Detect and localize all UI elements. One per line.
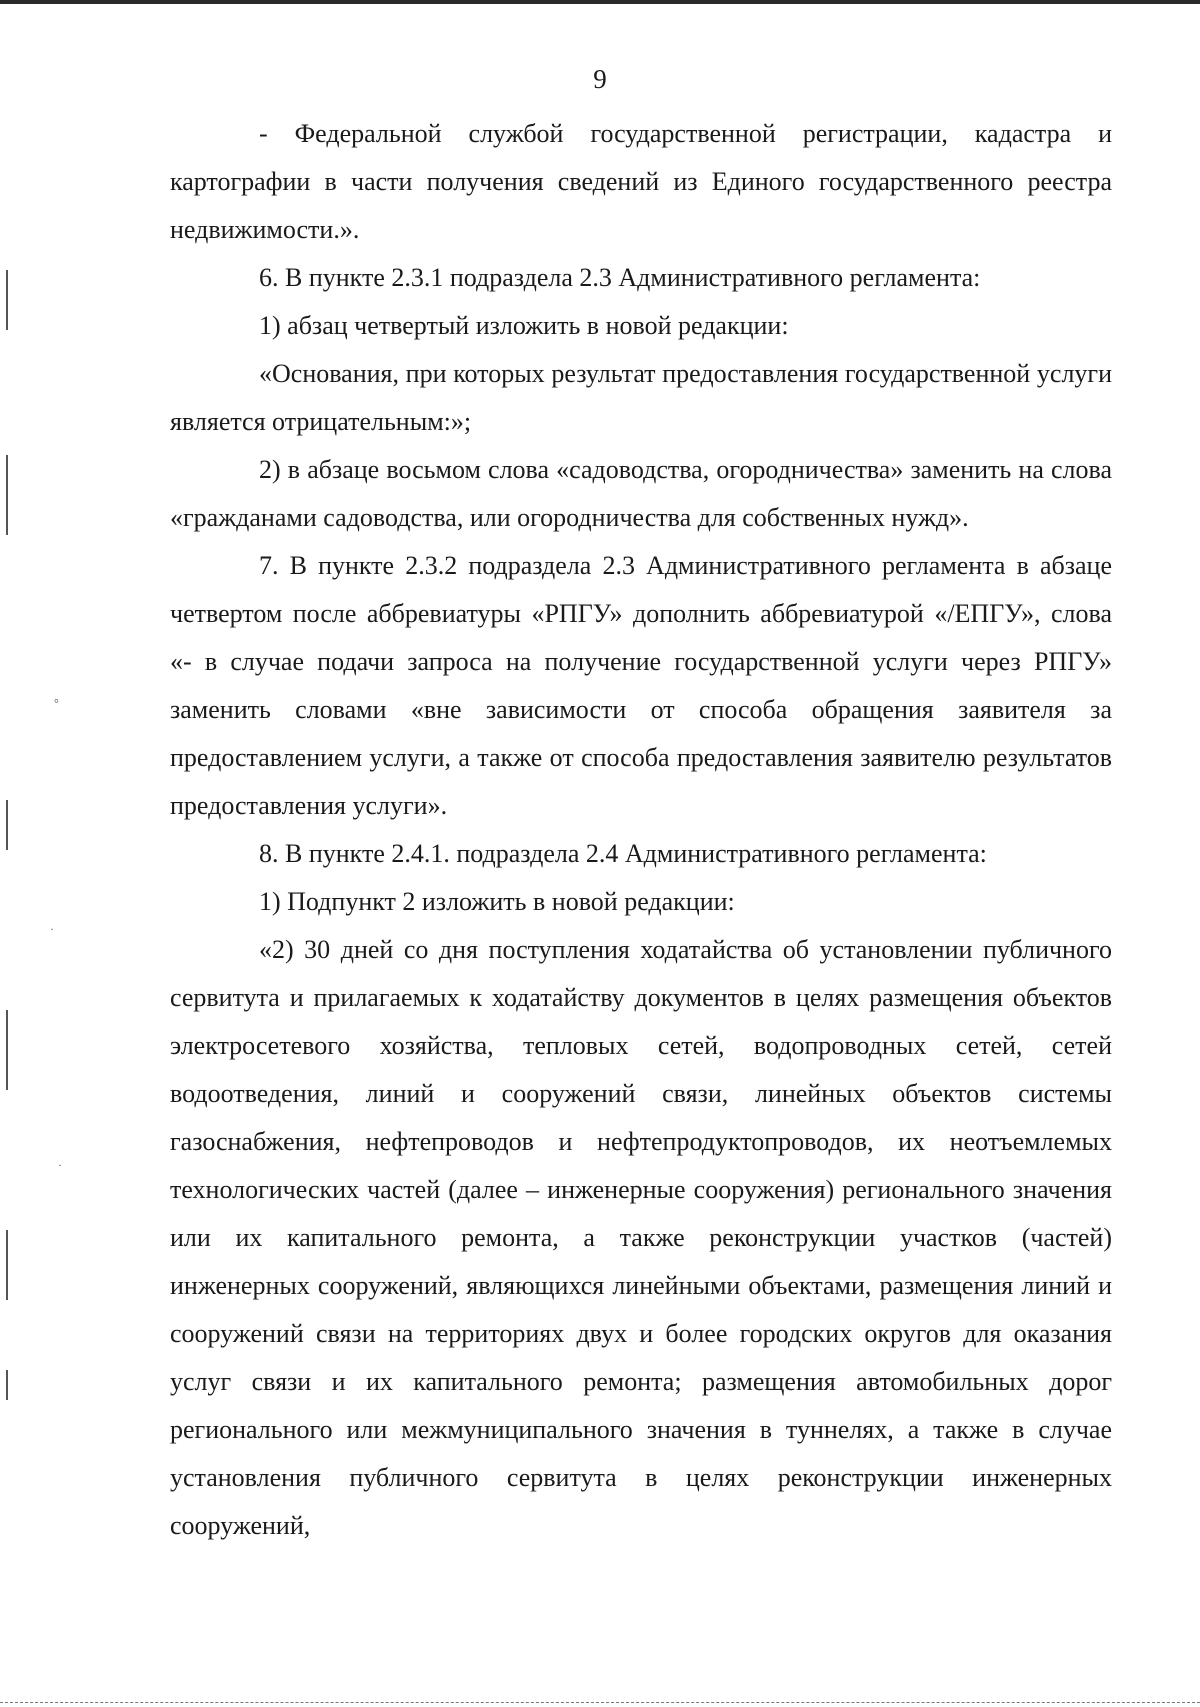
page-number: 9 [593,64,607,94]
paragraph: «2) 30 дней со дня поступления ходатайства об установлении публичного сервитута и прилагаемых к ходатайству документов в целях размещения объектов электросетевого хозяйства, тепловых сетей, водопроводных сетей, сетей водоотведения, линий и сооружений связи, линейных объектов системы газоснабжения, нефтепроводов и нефтепродуктопроводов, их неотъемлемых технологических частей (далее – инженерные сооружения) регионального значения или их капитального ремонта, а также реконструкции участков (частей) инженерных сооружений, являющихся линейными объектами, размещения линий и сооружений связи на территориях двух и более городских округов для оказания услуг связи и их капитального ремонта; размещения автомобильных дорог регионального или межмуниципального значения в туннелях, а также в случае установления публичного сервитута в целях реконструкции инженерных сооружений, [170,935,1112,1540]
paragraph: 7. В пункте 2.3.2 подраздела 2.3 Административного регламента в абзаце четвертом после аббревиатуры «РПГУ» дополнить аббревиатурой «/ЕПГУ», слова «- в случае подачи запроса на получение государственной услуги через РПГУ» заменить словами «вне зависимости от способа обращения заявителя за предоставлением услуги, а также от способа предоставления заявителю результатов предоставления услуги». [170,551,1112,820]
paragraph: - Федеральной службой государственной регистрации, кадастра и картографии в части получения сведений из Единого государственного реестра недвижимости.». [170,119,1112,244]
paragraph: 1) абзац четвертый изложить в новой редакции: [259,311,789,340]
page-top-edge [0,0,1200,4]
scan-artifact [6,455,8,535]
paragraph: 1) Подпункт 2 изложить в новой редакции: [259,887,735,916]
paragraph: 8. В пункте 2.4.1. подраздела 2.4 Административного регламента: [259,839,987,868]
paragraph: 6. В пункте 2.3.1 подраздела 2.3 Административного регламента: [259,263,981,292]
scan-artifact [6,800,8,850]
scan-speck: · [58,1158,62,1172]
paragraph: 2) в абзаце восьмом слова «садоводства, огородничества» заменить на слова «гражданами садоводства, или огородничества для собственных нужд». [170,455,1112,532]
document-body [170,110,1112,1550]
scan-speck: ° [54,696,59,710]
scan-artifact [6,1370,8,1400]
paragraph: «Основания, при которых результат предоставления государственной услуги является отрицательным:»; [170,359,1112,436]
scan-artifact [6,1010,8,1090]
scan-speck: · [50,922,54,936]
scan-artifact [6,270,8,330]
scan-artifact [6,1230,8,1300]
page-bottom-edge [0,1702,1200,1704]
